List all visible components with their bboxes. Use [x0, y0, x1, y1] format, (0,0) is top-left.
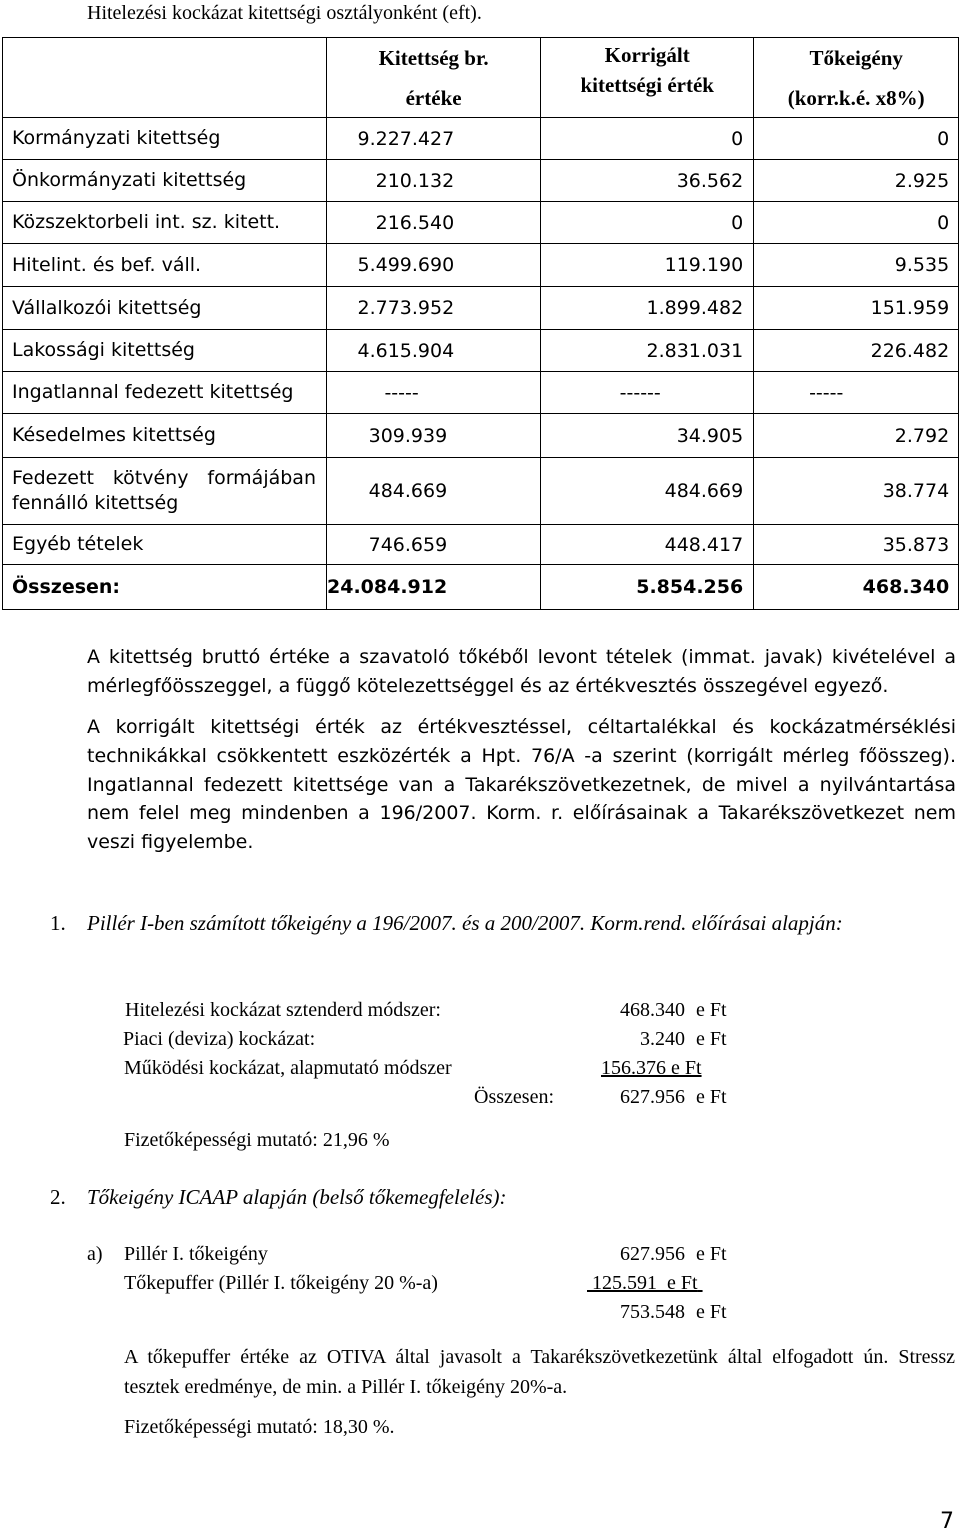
row-label: Ingatlannal fedezett kitettség [3, 372, 327, 414]
total-adjusted: 5.854.256 [541, 565, 754, 610]
note-gross-exposure: A kitettség bruttó értéke a szavatoló tőkéből levont tételek (immat. javak) kivételével a mérlegfőösszeggel, a függő kötelezettséggel és az értékvesztés összegével egyező. [87, 646, 956, 697]
row-adjusted: 36.562 [541, 160, 754, 202]
row-adjusted: 34.905 [541, 414, 754, 458]
total-capital: 468.340 [754, 565, 959, 610]
row-gross: 2.773.952 [327, 287, 541, 330]
icaap-note: A tőkepuffer értéke az OTIVA által javasolt a Takarékszövetkezetünk által elfogadott ún. Stressz tesztek eredménye, de min. a Pillér I. tőkeigény 20%-a. [124, 1346, 955, 1398]
pillar1-item-label: Hitelezési kockázat sztenderd módszer: [125, 999, 441, 1021]
table-row [3, 287, 959, 330]
row-adjusted: 484.669 [541, 458, 754, 525]
row-adjusted: ------ [541, 372, 754, 414]
header-gross: Kitettség br. értéke [327, 38, 541, 118]
row-gross: 4.615.904 [327, 330, 541, 372]
header-label-cell [3, 38, 327, 118]
row-adjusted: 2.831.031 [541, 330, 754, 372]
icaap-item-label: Tőkepuffer (Pillér I. tőkeigény 20 %-a) [124, 1272, 438, 1294]
icaap-total-unit: e Ft [696, 1301, 727, 1323]
row-label: Lakossági kitettség [3, 330, 327, 372]
icaap-item-value-unit: 125.591 e Ft [592, 1272, 698, 1294]
total-label: Összesen: [3, 565, 327, 610]
table-header-row [3, 38, 959, 118]
pillar1-item-value: 468.340 [620, 999, 685, 1021]
row-gross: 9.227.427 [327, 118, 541, 160]
row-gross: 216.540 [327, 202, 541, 244]
pillar1-item-unit: e Ft [696, 1028, 727, 1050]
pillar1-item-label: Működési kockázat, alapmutató módszer [124, 1057, 452, 1079]
row-gross: 309.939 [327, 414, 541, 458]
pillar1-item-unit: e Ft [696, 999, 727, 1021]
row-capital: 9.535 [754, 244, 959, 287]
table-row [3, 202, 959, 244]
table-row [3, 160, 959, 202]
icaap-solvency-ratio: Fizetőképességi mutató: 18,30 %. [124, 1416, 395, 1438]
exposure-table [2, 37, 959, 610]
section1-title: Pillér I-ben számított tőkeigény a 196/2007. és a 200/2007. Korm.rend. előírásai alapján: [87, 911, 843, 935]
section2-title: Tőkeigény ICAAP alapján (belső tőkemegfelelés): [87, 1185, 507, 1209]
pillar1-item-value-unit: 156.376 e Ft [601, 1057, 702, 1079]
row-label: Egyéb tételek [3, 525, 327, 565]
pillar1-total-label: Összesen: [474, 1086, 554, 1108]
table-row [3, 244, 959, 287]
row-label: Kormányzati kitettség [3, 118, 327, 160]
row-label: Késedelmes kitettség [3, 414, 327, 458]
pillar1-total-unit: e Ft [696, 1086, 727, 1108]
row-gross: 746.659 [327, 525, 541, 565]
table-row [3, 525, 959, 565]
row-label: Önkormányzati kitettség [3, 160, 327, 202]
row-adjusted: 0 [541, 118, 754, 160]
icaap-item-unit: e Ft [696, 1243, 727, 1265]
row-gross: 210.132 [327, 160, 541, 202]
total-gross: 24.084.912 [327, 565, 541, 610]
row-capital: 38.774 [754, 458, 959, 525]
pillar1-item-value: 3.240 [640, 1028, 685, 1050]
pillar1-solvency-ratio: Fizetőképességi mutató: 21,96 % [124, 1129, 390, 1151]
row-adjusted: 0 [541, 202, 754, 244]
table-total-row [3, 565, 959, 610]
header-capital: Tőkeigény (korr.k.é. x8%) [754, 38, 959, 118]
section2-sub-letter: a) [87, 1243, 103, 1265]
row-gross: 5.499.690 [327, 244, 541, 287]
row-capital: 0 [754, 202, 959, 244]
section2-number: 2. [50, 1185, 66, 1209]
icaap-total-value: 753.548 [620, 1301, 685, 1323]
pillar1-item-label: Piaci (deviza) kockázat: [123, 1028, 316, 1050]
section1-number: 1. [50, 911, 66, 935]
icaap-item-label: Pillér I. tőkeigény [124, 1243, 268, 1265]
row-capital: 35.873 [754, 525, 959, 565]
table-row [3, 414, 959, 458]
header-adjusted: Korrigált kitettségi érték [541, 38, 754, 118]
row-capital: 151.959 [754, 287, 959, 330]
row-capital: 2.792 [754, 414, 959, 458]
table-row [3, 330, 959, 372]
page-title: Hitelezési kockázat kitettségi osztályonként (eft). [87, 2, 482, 24]
row-capital: 0 [754, 118, 959, 160]
table-row [3, 372, 959, 414]
row-adjusted: 119.190 [541, 244, 754, 287]
row-adjusted: 448.417 [541, 525, 754, 565]
row-gross: ----- [327, 372, 541, 414]
table-row [3, 118, 959, 160]
icaap-item-value: 627.956 [620, 1243, 685, 1265]
row-capital: 2.925 [754, 160, 959, 202]
row-label: Fedezett kötvény formájában fennálló kitettség [3, 458, 327, 525]
row-label: Közszektorbeli int. sz. kitett. [3, 202, 327, 244]
page-number: 7 [940, 1509, 954, 1534]
note-adjusted-exposure: A korrigált kitettségi érték az értékvesztéssel, céltartalékkal és kockázatmérséklési technikákkal csökkentett eszközérték a Hpt. 76/A -a szerint (korrigált mérleg főösszeg). Ingatlannal fedezett kitettsége van a Takarékszövetkezetnek, de mivel a nyilvántartása nem felel meg mindenben a 196/2007. Korm. r. előírásainak a Takarékszövetkezet nem veszi figyelembe. [87, 716, 956, 854]
row-label: Vállalkozói kitettség [3, 287, 327, 330]
pillar1-total-value: 627.956 [620, 1086, 685, 1108]
row-capital: ----- [754, 372, 959, 414]
table-row [3, 458, 959, 525]
row-adjusted: 1.899.482 [541, 287, 754, 330]
row-gross: 484.669 [327, 458, 541, 525]
row-capital: 226.482 [754, 330, 959, 372]
row-label: Hitelint. és bef. váll. [3, 244, 327, 287]
